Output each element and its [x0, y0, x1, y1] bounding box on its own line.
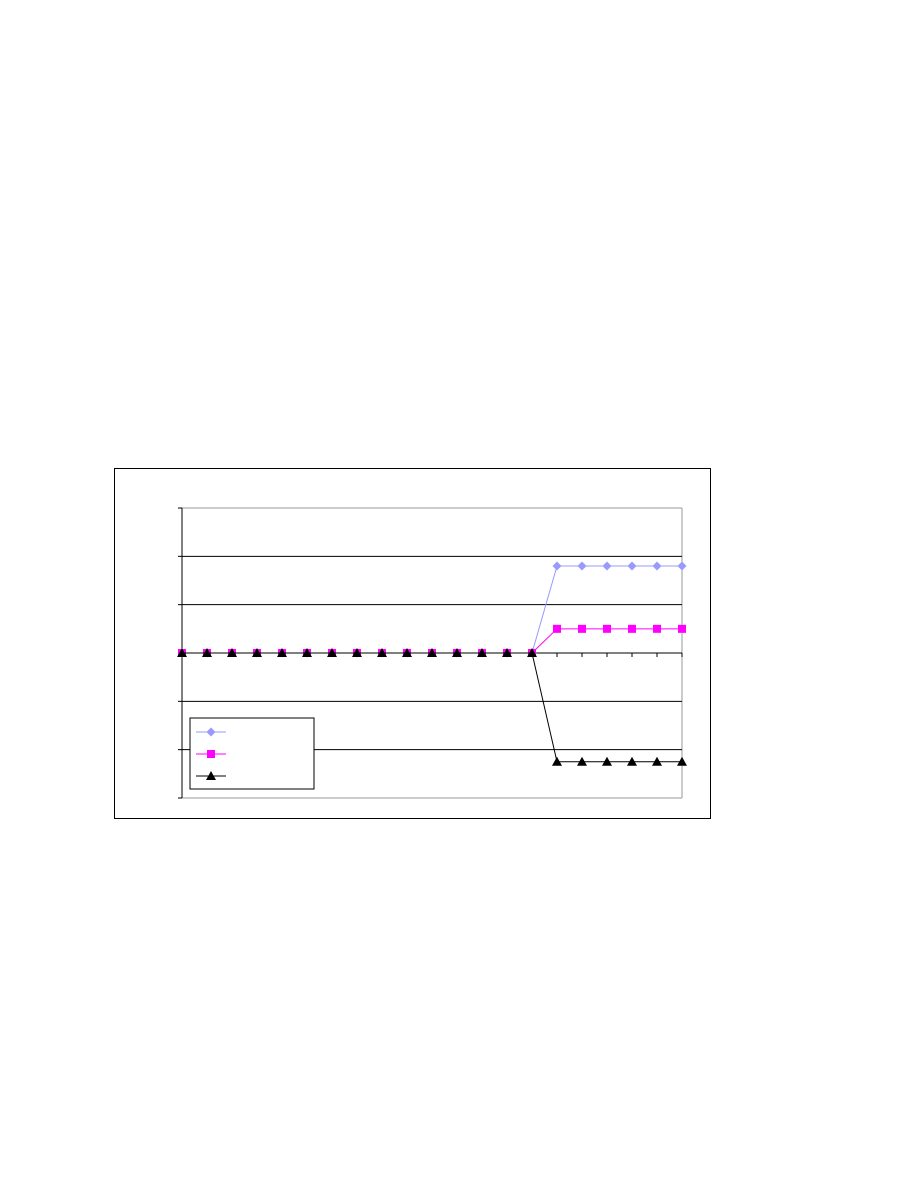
square-marker	[653, 625, 661, 633]
diamond-marker	[553, 562, 562, 571]
line-chart	[115, 469, 712, 820]
legend	[190, 718, 314, 789]
square-marker	[207, 750, 215, 758]
square-marker	[603, 625, 611, 633]
diamond-marker	[578, 562, 587, 571]
diamond-marker	[653, 562, 662, 571]
square-marker	[628, 625, 636, 633]
series-line	[182, 566, 682, 653]
chart-area	[114, 468, 711, 819]
series-diamond	[178, 562, 687, 658]
square-marker	[578, 625, 586, 633]
square-marker	[553, 625, 561, 633]
diamond-marker	[628, 562, 637, 571]
diamond-marker	[678, 562, 687, 571]
diamond-marker	[603, 562, 612, 571]
square-marker	[678, 625, 686, 633]
